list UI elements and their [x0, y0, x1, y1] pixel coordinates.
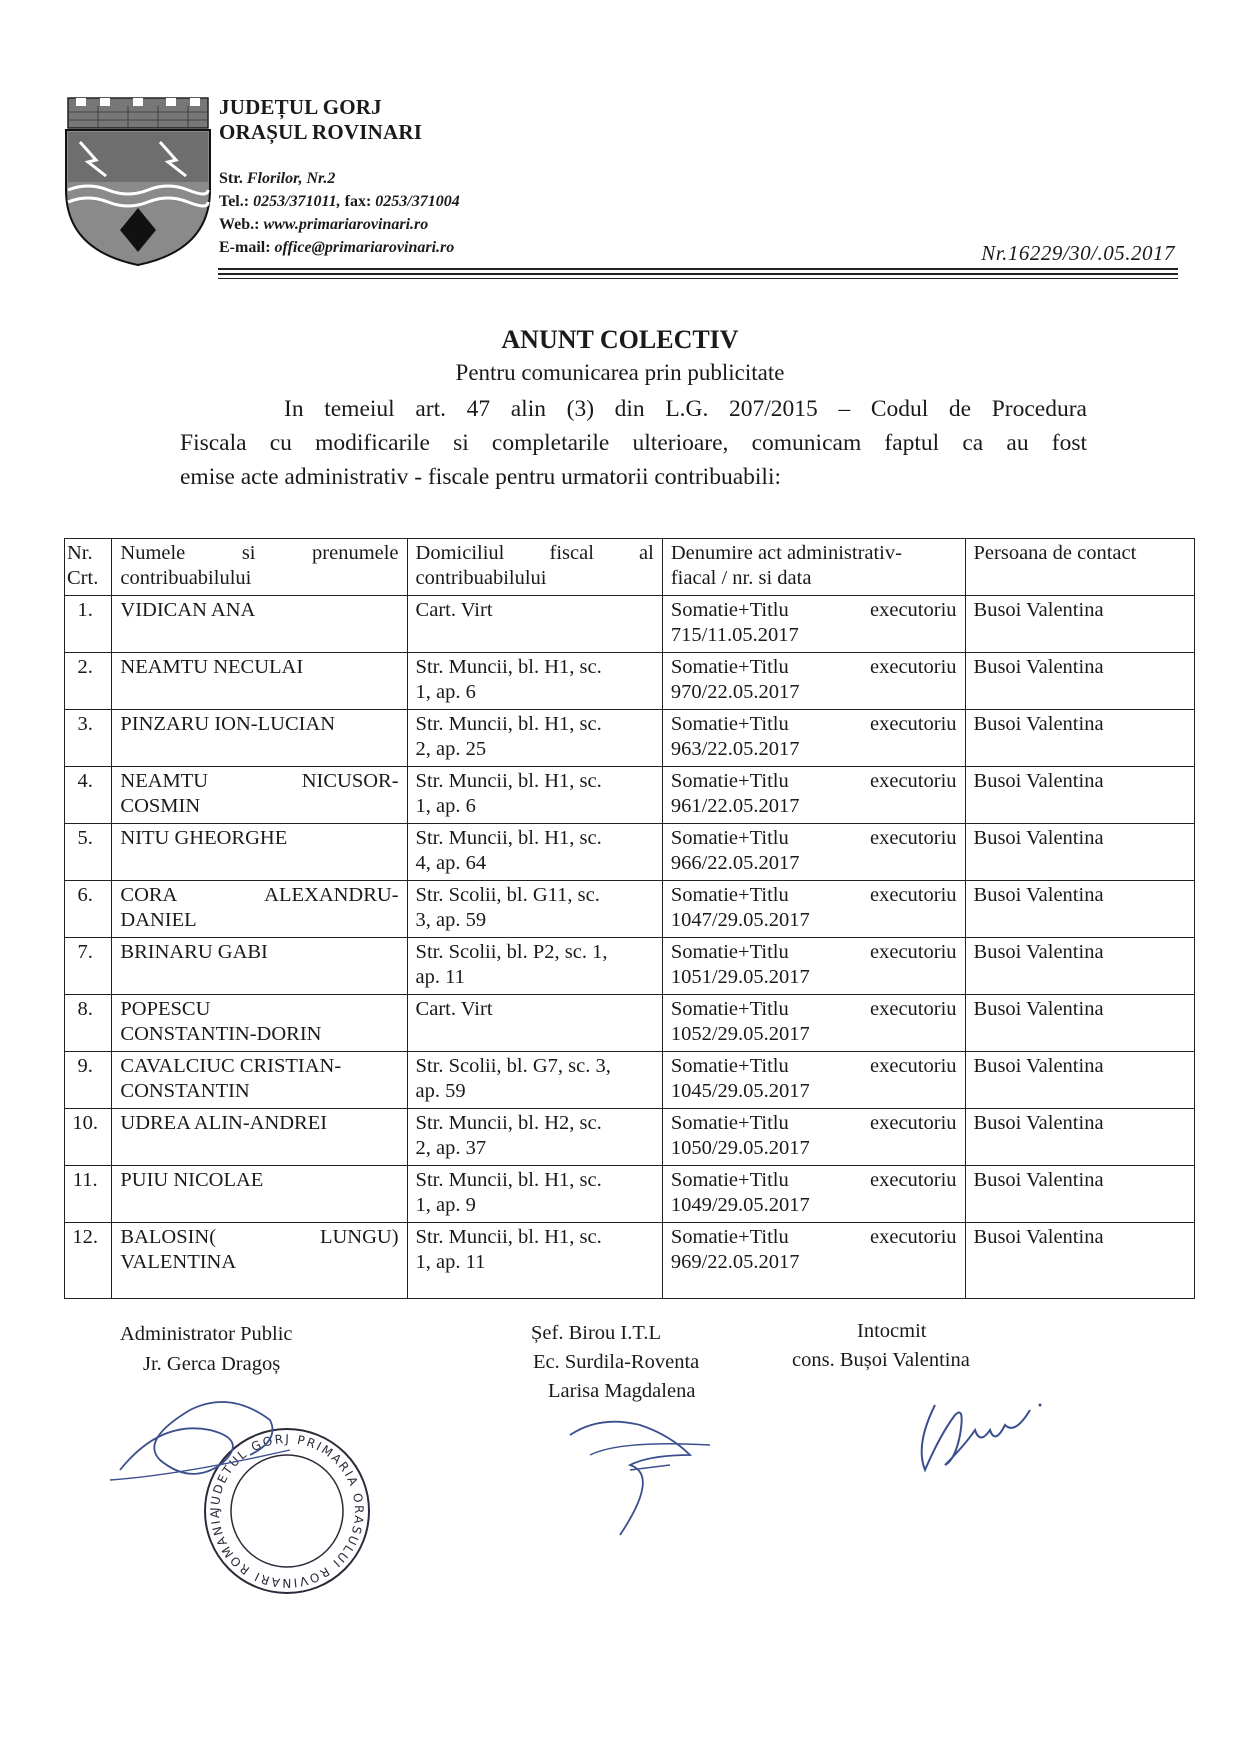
intro-line-2: Fiscala cu modificarile si completarile ulterioare, comunicam faptul ca au fost: [180, 430, 1087, 456]
cell-name: [112, 1109, 407, 1166]
act-number-date: 1051/29.05.2017: [670, 966, 810, 988]
table-row: [65, 995, 1195, 1052]
cell-domicile: [407, 938, 662, 995]
cell-contact: Busoi Valentina: [965, 653, 1194, 710]
header-dom-line2: contribuabilului: [415, 567, 547, 589]
itl-name-2: Larisa Magdalena: [548, 1380, 696, 1402]
email-link[interactable]: office@primariarovinari.ro: [274, 239, 455, 256]
act-number-date: 966/22.05.2017: [670, 852, 800, 874]
act-type: Somatie+Titlu: [670, 827, 789, 849]
cell-name: [112, 824, 407, 881]
cell-contact: Busoi Valentina: [965, 1109, 1194, 1166]
name-part-2: ALEXANDRU-: [264, 884, 399, 906]
cell-nr: 1.: [65, 596, 112, 653]
act-type: Somatie+Titlu: [670, 941, 789, 963]
domicile-line-2: 3, ap. 59: [415, 909, 487, 931]
cell-act: [662, 1223, 965, 1299]
cell-contact: Busoi Valentina: [965, 767, 1194, 824]
table-row: [65, 1109, 1195, 1166]
domicile-line-1: Str. Scolii, bl. P2, sc. 1,: [415, 941, 608, 963]
web-line: [219, 216, 428, 234]
domicile-line-2: 2, ap. 37: [415, 1137, 487, 1159]
cell-domicile: [407, 596, 662, 653]
act-line-1: [671, 997, 957, 1022]
cell-act: [662, 596, 965, 653]
cell-act: [662, 995, 965, 1052]
registration-number: Nr.16229/30/.05.2017: [981, 241, 1175, 265]
act-line-1: [671, 712, 957, 737]
cell-nr: 10.: [65, 1109, 112, 1166]
cell-nr: 9.: [65, 1052, 112, 1109]
cell-nr: 3.: [65, 710, 112, 767]
cell-contact: Busoi Valentina: [965, 881, 1194, 938]
act-line-1: [671, 940, 957, 965]
header-act: [662, 539, 965, 596]
act-kind: executoriu: [870, 599, 957, 621]
address-value: Florilor, Nr.2: [246, 170, 336, 187]
name-line-1: NITU GHEORGHE: [120, 827, 288, 849]
name-line-2: COSMIN: [120, 795, 201, 817]
name-part-1: BALOSIN(: [120, 1226, 217, 1248]
phone-line: [219, 193, 460, 211]
county-name: JUDEȚUL GORJ: [219, 95, 382, 119]
act-kind: executoriu: [870, 827, 957, 849]
cell-nr: 6.: [65, 881, 112, 938]
itl-title: Șef. Birou I.T.L: [531, 1322, 661, 1344]
act-number-date: 715/11.05.2017: [670, 624, 799, 646]
cell-name: [112, 1052, 407, 1109]
name-line-1: NEAMTU NECULAI: [120, 656, 304, 678]
act-type: Somatie+Titlu: [670, 998, 789, 1020]
cell-domicile: [407, 881, 662, 938]
domicile-line-1: Str. Muncii, bl. H1, sc.: [415, 1226, 602, 1248]
act-line-1: [671, 769, 957, 794]
act-line-1: [671, 1225, 957, 1250]
web-label: Web.:: [219, 216, 260, 233]
fax-label: fax:: [344, 193, 372, 210]
domicile-line-1: Str. Muncii, bl. H1, sc.: [415, 1169, 602, 1191]
cell-act: [662, 938, 965, 995]
act-kind: executoriu: [870, 770, 957, 792]
name-part-1: CORA: [120, 884, 178, 906]
domicile-line-1: Cart. Virt: [415, 599, 493, 621]
document-subtitle: Pentru comunicarea prin publicitate: [455, 360, 785, 385]
intro-line-3: emise acte administrativ - fiscale pentru urmatorii contribuabili:: [180, 464, 782, 490]
cell-contact: Busoi Valentina: [965, 1223, 1194, 1299]
header-dom-w3: al: [639, 542, 654, 564]
cell-act: [662, 1052, 965, 1109]
cell-name: [112, 1166, 407, 1223]
domicile-line-2: 4, ap. 64: [415, 852, 487, 874]
cell-contact: Busoi Valentina: [965, 824, 1194, 881]
cell-act: [662, 767, 965, 824]
domicile-line-2: 1, ap. 6: [415, 681, 476, 703]
header-nr-line2: Crt.: [67, 567, 99, 589]
cell-nr: 2.: [65, 653, 112, 710]
header-dom-line1: [416, 541, 654, 566]
cell-act: [662, 1109, 965, 1166]
fax-value: 0253/371004: [375, 193, 460, 210]
domicile-line-1: Str. Muncii, bl. H1, sc.: [415, 827, 602, 849]
cell-nr: 12.: [65, 1223, 112, 1299]
intro-line-1: In temeiul art. 47 alin (3) din L.G. 207/2015 – Codul de Procedura: [284, 396, 1087, 422]
act-number-date: 1050/29.05.2017: [670, 1137, 810, 1159]
cell-domicile: [407, 1052, 662, 1109]
act-kind: executoriu: [870, 656, 957, 678]
itl-signature: [560, 1395, 720, 1545]
cell-act: [662, 1166, 965, 1223]
name-line-1: [120, 1225, 398, 1250]
act-type: Somatie+Titlu: [670, 599, 789, 621]
header-dom-w2: fiscal: [549, 542, 594, 564]
name-line-1: BRINARU GABI: [120, 941, 268, 963]
cell-contact: Busoi Valentina: [965, 995, 1194, 1052]
cell-name: [112, 938, 407, 995]
name-line-1: POPESCU: [120, 998, 211, 1020]
act-line-1: [671, 883, 957, 908]
domicile-line-2: ap. 11: [415, 966, 465, 988]
tel-value: 0253/371011,: [253, 193, 341, 210]
header-contact: Persoana de contact: [965, 539, 1194, 596]
domicile-line-2: ap. 59: [415, 1080, 466, 1102]
act-kind: executoriu: [870, 941, 957, 963]
act-number-date: 970/22.05.2017: [670, 681, 800, 703]
cell-nr: 8.: [65, 995, 112, 1052]
domicile-line-1: Str. Muncii, bl. H1, sc.: [415, 713, 602, 735]
table-row: [65, 1223, 1195, 1299]
cell-domicile: [407, 995, 662, 1052]
name-line-1: UDREA ALIN-ANDREI: [120, 1112, 328, 1134]
act-kind: executoriu: [870, 1055, 957, 1077]
cell-domicile: [407, 1223, 662, 1299]
cell-nr: 4.: [65, 767, 112, 824]
cell-name: [112, 767, 407, 824]
table-row: [65, 938, 1195, 995]
act-type: Somatie+Titlu: [670, 1055, 789, 1077]
name-line-1: VIDICAN ANA: [120, 599, 256, 621]
admin-title: Administrator Public: [120, 1323, 293, 1345]
tel-label: Tel.:: [219, 193, 250, 210]
name-line-1: PUIU NICOLAE: [120, 1169, 264, 1191]
name-line-1: CAVALCIUC CRISTIAN-: [120, 1055, 342, 1077]
town-name: ORAȘUL ROVINARI: [219, 120, 423, 144]
act-number-date: 1047/29.05.2017: [670, 909, 810, 931]
header-act-line2: fiacal / nr. si data: [670, 567, 812, 589]
cell-nr: 5.: [65, 824, 112, 881]
domicile-line-2: 2, ap. 25: [415, 738, 487, 760]
act-type: Somatie+Titlu: [670, 1226, 789, 1248]
cell-nr: 11.: [65, 1166, 112, 1223]
act-number-date: 1049/29.05.2017: [670, 1194, 810, 1216]
act-kind: executoriu: [870, 1112, 957, 1134]
act-line-1: [671, 826, 957, 851]
domicile-line-2: 1, ap. 9: [415, 1194, 476, 1216]
cell-contact: Busoi Valentina: [965, 596, 1194, 653]
act-number-date: 961/22.05.2017: [670, 795, 800, 817]
domicile-line-1: Cart. Virt: [415, 998, 493, 1020]
act-line-1: [671, 598, 957, 623]
header-domicile: [407, 539, 662, 596]
cell-domicile: [407, 710, 662, 767]
act-type: Somatie+Titlu: [670, 1112, 789, 1134]
cell-act: [662, 653, 965, 710]
cell-act: [662, 824, 965, 881]
table-row: [65, 653, 1195, 710]
act-line-1: [671, 655, 957, 680]
header-dom-w1: Domiciliul: [415, 542, 505, 564]
table-row: [65, 824, 1195, 881]
cell-name: [112, 710, 407, 767]
name-line-2: CONSTANTIN: [120, 1080, 250, 1102]
act-type: Somatie+Titlu: [670, 656, 789, 678]
email-label: E-mail:: [219, 239, 271, 256]
cell-act: [662, 710, 965, 767]
cell-contact: Busoi Valentina: [965, 710, 1194, 767]
prepared-signature: [905, 1375, 1045, 1485]
cell-act: [662, 881, 965, 938]
table-row: [65, 767, 1195, 824]
act-line-1: [671, 1054, 957, 1079]
header-name-w1: Numele: [120, 542, 186, 564]
header-name-w2: si: [241, 542, 256, 564]
stamp-text: JUDETUL GORJ PRIMARIA ORASULUI ROVINARI ROMANIA: [207, 1431, 367, 1591]
domicile-line-1: Str. Muncii, bl. H1, sc.: [415, 656, 602, 678]
coat-of-arms-logo: [58, 90, 218, 270]
admin-signature: [100, 1380, 300, 1490]
cell-name: [112, 881, 407, 938]
act-number-date: 1045/29.05.2017: [670, 1080, 810, 1102]
act-kind: executoriu: [870, 1226, 957, 1248]
name-part-2: LUNGU): [319, 1226, 399, 1248]
act-type: Somatie+Titlu: [670, 884, 789, 906]
table-row: [65, 710, 1195, 767]
header-rule-top: [218, 268, 1178, 270]
prepared-name: cons. Bușoi Valentina: [792, 1349, 970, 1371]
name-line-2: VALENTINA: [120, 1251, 237, 1273]
web-link[interactable]: www.primariarovinari.ro: [263, 216, 429, 233]
cell-name: [112, 596, 407, 653]
domicile-line-1: Str. Scolii, bl. G11, sc.: [415, 884, 600, 906]
act-type: Somatie+Titlu: [670, 713, 789, 735]
header-name: [112, 539, 407, 596]
email-line: [219, 239, 454, 257]
itl-name-1: Ec. Surdila-Roventa: [533, 1351, 700, 1373]
cell-domicile: [407, 824, 662, 881]
act-number-date: 963/22.05.2017: [670, 738, 800, 760]
header-nr: [65, 539, 112, 596]
address-line: [219, 170, 335, 188]
act-kind: executoriu: [870, 713, 957, 735]
cell-contact: Busoi Valentina: [965, 938, 1194, 995]
table-row: [65, 1052, 1195, 1109]
act-line-1: [671, 1111, 957, 1136]
cell-name: [112, 653, 407, 710]
cell-nr: 7.: [65, 938, 112, 995]
domicile-line-2: 1, ap. 11: [415, 1251, 486, 1273]
header-act-line1: Denumire act administrativ-: [670, 542, 902, 564]
address-label: Str.: [219, 170, 243, 187]
table-body: [65, 596, 1195, 1299]
cell-name: [112, 1223, 407, 1299]
table-row: [65, 596, 1195, 653]
table-row: [65, 1166, 1195, 1223]
header-rule-mid: [218, 273, 1178, 275]
act-line-1: [671, 1168, 957, 1193]
cell-contact: Busoi Valentina: [965, 1166, 1194, 1223]
header-name-w3: prenumele: [312, 542, 399, 564]
act-kind: executoriu: [870, 998, 957, 1020]
header-nr-line1: Nr.: [67, 542, 93, 564]
act-kind: executoriu: [870, 884, 957, 906]
cell-domicile: [407, 1109, 662, 1166]
act-number-date: 969/22.05.2017: [670, 1251, 800, 1273]
act-type: Somatie+Titlu: [670, 1169, 789, 1191]
name-line-2: CONSTANTIN-DORIN: [120, 1023, 322, 1045]
cell-domicile: [407, 653, 662, 710]
name-line-1: PINZARU ION-LUCIAN: [120, 713, 336, 735]
name-line-1: [120, 883, 398, 908]
domicile-line-1: Str. Scolii, bl. G7, sc. 3,: [415, 1055, 611, 1077]
name-line-2: DANIEL: [120, 909, 197, 931]
cell-domicile: [407, 767, 662, 824]
header-name-line2: contribuabilului: [120, 567, 252, 589]
name-part-1: NEAMTU: [120, 770, 209, 792]
cell-name: [112, 995, 407, 1052]
domicile-line-1: Str. Muncii, bl. H1, sc.: [415, 770, 602, 792]
admin-name: Jr. Gerca Dragoș: [143, 1353, 281, 1375]
act-kind: executoriu: [870, 1169, 957, 1191]
act-type: Somatie+Titlu: [670, 770, 789, 792]
name-line-1: [120, 769, 398, 794]
domicile-line-2: 1, ap. 6: [415, 795, 476, 817]
document-title: ANUNT COLECTIV: [501, 325, 739, 354]
name-part-2: NICUSOR-: [301, 770, 399, 792]
domicile-line-1: Str. Muncii, bl. H2, sc.: [415, 1112, 602, 1134]
cell-contact: Busoi Valentina: [965, 1052, 1194, 1109]
cell-domicile: [407, 1166, 662, 1223]
act-number-date: 1052/29.05.2017: [670, 1023, 810, 1045]
header-name-line1: [120, 541, 398, 566]
table-row: [65, 881, 1195, 938]
prepared-title: Intocmit: [857, 1320, 927, 1342]
header-rule-bottom: [218, 278, 1178, 279]
contributors-table: [64, 538, 1195, 1299]
table-header-row: [65, 539, 1195, 596]
